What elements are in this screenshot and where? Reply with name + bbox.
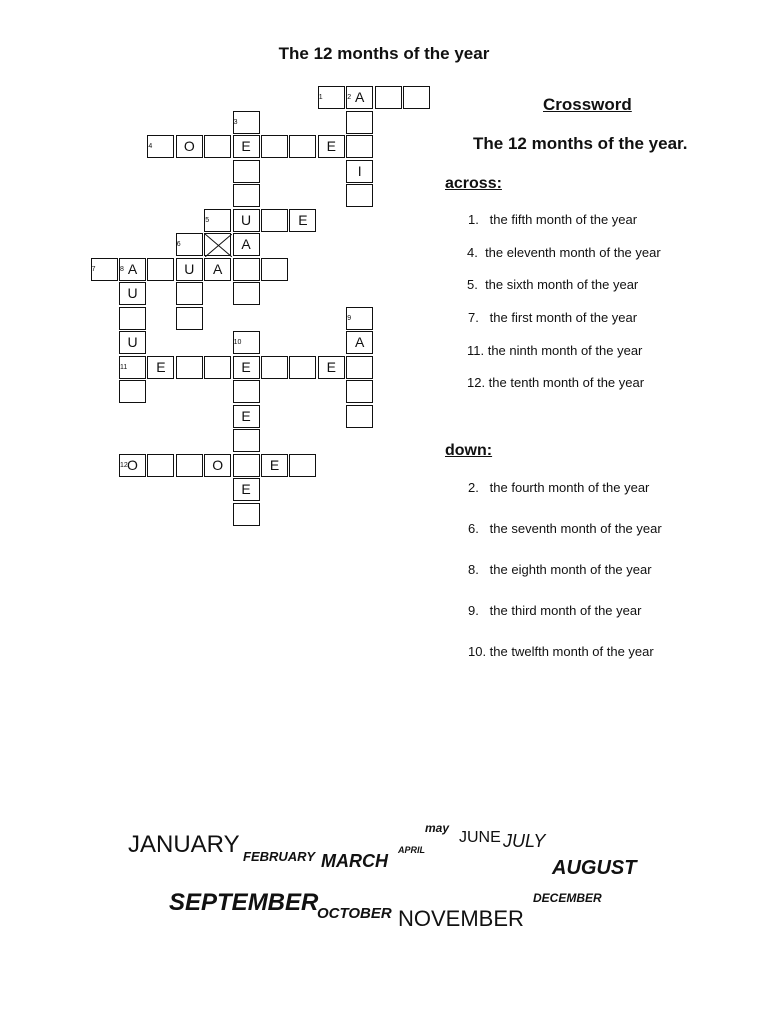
clue-number: 3 bbox=[233, 118, 238, 126]
grid-letter: O bbox=[127, 456, 138, 473]
grid-letter: U bbox=[241, 211, 252, 228]
word-bank-item: SEPTEMBER bbox=[169, 889, 319, 916]
grid-letter: E bbox=[326, 138, 336, 154]
grid-cell bbox=[261, 356, 288, 379]
grid-cell bbox=[119, 282, 146, 305]
cross-out-mark bbox=[205, 234, 232, 257]
across-clue: 7. the first month of the year bbox=[468, 310, 638, 325]
grid-cell bbox=[346, 160, 373, 183]
grid-cell bbox=[204, 454, 231, 477]
grid-cell bbox=[233, 233, 260, 256]
grid-cell bbox=[233, 209, 260, 232]
clue-number: 6 bbox=[176, 241, 181, 248]
across-clue: 1. the fifth month of the year bbox=[468, 212, 638, 227]
grid-cell bbox=[346, 356, 373, 379]
word-bank-item: JULY bbox=[503, 831, 546, 851]
grid-cell bbox=[119, 380, 146, 403]
grid-letter: O bbox=[183, 138, 195, 154]
grid-letter: E bbox=[156, 358, 166, 375]
grid-cell bbox=[233, 380, 260, 403]
grid-cell bbox=[261, 209, 288, 232]
word-bank-item: OCTOBER bbox=[317, 905, 392, 922]
word-bank-item: DECEMBER bbox=[533, 891, 602, 905]
grid-cell bbox=[233, 160, 260, 183]
clue-number: 9 bbox=[347, 314, 352, 322]
grid-letter: A bbox=[241, 236, 251, 252]
clue-number: 8 bbox=[120, 265, 124, 273]
grid-cell bbox=[204, 233, 231, 256]
word-bank-item: FEBRUARY bbox=[243, 849, 315, 864]
grid-cell bbox=[233, 135, 260, 158]
down-clue: 6. the seventh month of the year bbox=[468, 521, 662, 536]
grid-letter: A bbox=[127, 260, 138, 277]
crossword-title: Crossword bbox=[543, 95, 632, 114]
clue-number: 11 bbox=[120, 363, 128, 371]
grid-cell bbox=[318, 135, 345, 158]
clue-number: 2 bbox=[347, 94, 352, 101]
word-bank-item: MARCH bbox=[321, 851, 388, 871]
grid-cell bbox=[346, 331, 373, 354]
grid-cell bbox=[233, 282, 260, 305]
word-bank-item: NOVEMBER bbox=[398, 906, 524, 931]
clue-number: 5 bbox=[205, 216, 210, 224]
grid-letter: E bbox=[241, 481, 251, 497]
across-clue: 11. the ninth month of the year bbox=[467, 343, 643, 358]
grid-cell bbox=[318, 356, 345, 379]
grid-cell bbox=[147, 454, 174, 477]
grid-cell bbox=[176, 258, 203, 281]
word-bank-item: APRIL bbox=[398, 845, 425, 855]
grid-cell bbox=[176, 356, 203, 379]
grid-cell bbox=[261, 454, 288, 477]
grid-cell bbox=[289, 135, 316, 158]
grid-letter: E bbox=[241, 407, 251, 424]
grid-letter: O bbox=[212, 456, 224, 473]
down-clue: 8. the eighth month of the year bbox=[468, 562, 652, 577]
grid-cell bbox=[176, 135, 203, 158]
grid-cell bbox=[261, 135, 288, 158]
grid-letter: U bbox=[127, 334, 138, 350]
grid-cell bbox=[289, 356, 316, 379]
grid-letter: I bbox=[357, 162, 362, 179]
grid-cell bbox=[119, 307, 146, 330]
grid-cell bbox=[204, 356, 231, 379]
word-bank-item: JANUARY bbox=[128, 831, 240, 858]
across-clue: 4. the eleventh month of the year bbox=[467, 245, 661, 260]
grid-cell bbox=[233, 184, 260, 207]
grid-cell bbox=[119, 331, 146, 354]
grid-cell bbox=[346, 135, 373, 158]
word-bank-item: may bbox=[425, 821, 450, 835]
grid-cell bbox=[233, 356, 260, 379]
grid-letter: E bbox=[269, 456, 280, 473]
across-heading: across: bbox=[445, 175, 502, 192]
grid-cell bbox=[176, 282, 203, 305]
grid-cell bbox=[233, 503, 260, 526]
grid-cell bbox=[346, 380, 373, 403]
grid-cell bbox=[233, 429, 260, 452]
grid-letter: E bbox=[241, 138, 251, 154]
grid-cell bbox=[147, 258, 174, 281]
grid-cell bbox=[147, 356, 174, 379]
grid-cell bbox=[289, 209, 316, 232]
grid-cell bbox=[233, 454, 260, 477]
grid-letter: A bbox=[355, 89, 365, 105]
grid-cell bbox=[346, 405, 373, 428]
grid-letter: E bbox=[298, 211, 308, 228]
grid-cell bbox=[233, 258, 260, 281]
down-clue: 2. the fourth month of the year bbox=[468, 480, 650, 495]
down-heading: down: bbox=[445, 442, 493, 459]
grid-cell bbox=[375, 86, 402, 109]
grid-cell bbox=[403, 86, 430, 109]
grid-cell bbox=[261, 258, 288, 281]
page-title: The 12 months of the year bbox=[278, 44, 490, 63]
down-clue: 10. the twelfth month of the year bbox=[468, 644, 654, 659]
grid-letter: U bbox=[184, 260, 195, 277]
across-clue: 12. the tenth month of the year bbox=[467, 375, 645, 390]
grid-letter: A bbox=[355, 334, 365, 350]
grid-letter: E bbox=[241, 358, 251, 375]
clue-number: 12 bbox=[120, 461, 128, 469]
word-bank-item: AUGUST bbox=[552, 857, 637, 879]
down-clue: 9. the third month of the year bbox=[468, 603, 642, 618]
clue-number: 4 bbox=[148, 143, 153, 150]
grid-cell bbox=[176, 307, 203, 330]
grid-cell bbox=[204, 258, 231, 281]
grid-cell bbox=[233, 405, 260, 428]
grid-cell bbox=[346, 184, 373, 207]
grid-cell bbox=[346, 111, 373, 134]
across-clue: 5. the sixth month of the year bbox=[467, 277, 639, 292]
grid-cell bbox=[204, 135, 231, 158]
grid-letter: U bbox=[127, 285, 138, 301]
grid-letter: E bbox=[326, 358, 336, 375]
grid-cell bbox=[233, 478, 260, 501]
grid-letter: A bbox=[213, 260, 223, 277]
grid-cell bbox=[289, 454, 316, 477]
clue-number: 1 bbox=[318, 94, 323, 101]
crossword-subtitle: The 12 months of the year. bbox=[473, 134, 688, 153]
clue-number: 10 bbox=[233, 339, 242, 346]
word-bank-item: JUNE bbox=[459, 829, 501, 846]
grid-cell bbox=[176, 454, 203, 477]
clue-number: 7 bbox=[91, 265, 96, 273]
